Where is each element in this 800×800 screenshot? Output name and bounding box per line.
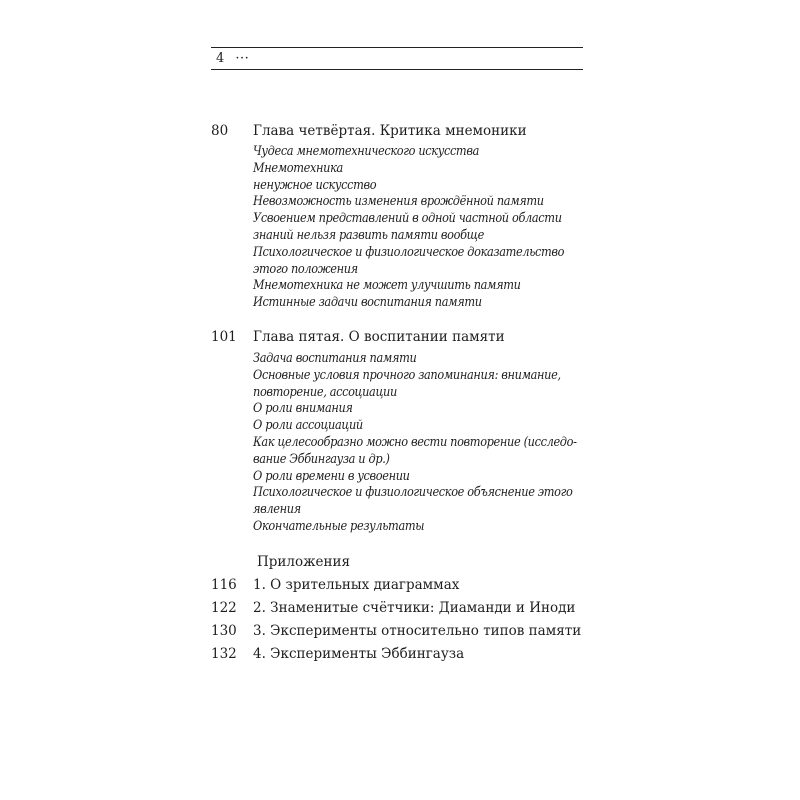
topic-line: Основные условия прочного запоминания: внимание, <box>253 366 561 382</box>
appendix-item-page: 132 <box>211 646 237 662</box>
appendix-item-page: 130 <box>211 623 237 639</box>
appendix-item-title: 4. Эксперименты Эббингауза <box>253 646 465 662</box>
topic-line: Психологическое и физиологическое объяснение этого <box>253 484 573 500</box>
topic-line: Психологическое и физиологическое доказательство <box>253 243 565 259</box>
chapter-4-page-number: 80 <box>211 123 229 139</box>
topic-line: этого положения <box>253 260 358 276</box>
appendix-item <box>211 576 591 594</box>
topic-line: О роли ассоциаций <box>253 417 363 433</box>
running-head-ellipsis: ··· <box>235 51 250 66</box>
topic-line: Истинные задачи воспитания памяти <box>253 294 482 310</box>
topic-line: Как целесообразно можно вести повторение (исследо- <box>253 433 577 449</box>
appendix-item-title: 1. О зрительных диаграммах <box>253 577 460 593</box>
chapter-4-topics <box>253 143 593 311</box>
running-head <box>216 50 249 68</box>
topic-line: знаний нельзя развить памяти вообще <box>253 226 485 242</box>
topic-line: вание Эббингауза и др.) <box>253 450 390 466</box>
header-rule-bottom <box>211 69 583 70</box>
appendix-item <box>211 599 591 617</box>
topic-line: О роли внимания <box>253 400 353 416</box>
topic-line: О роли времени в усвоении <box>253 467 410 483</box>
appendix-item-title: 3. Эксперименты относительно типов памяти <box>253 623 582 639</box>
topic-line: Задача воспитания памяти <box>253 350 417 365</box>
chapter-5-topics <box>253 350 593 535</box>
appendix-item-page: 122 <box>211 600 237 616</box>
topic-line: Мнемотехника <box>253 159 343 175</box>
topic-line: повторение, ассоциации <box>253 383 397 399</box>
header-rule-top <box>211 47 583 48</box>
appendix-header: Приложения <box>257 554 351 570</box>
chapter-5-page-number: 101 <box>211 329 237 345</box>
topic-line: Усвоением представлений в одной частной области <box>253 210 562 226</box>
topic-line: Окончательные результаты <box>253 517 425 533</box>
running-head-page-number: 4 <box>216 51 225 66</box>
topic-line: Чудеса мнемотехнического искусства <box>253 143 479 158</box>
appendix-item <box>211 645 591 663</box>
topic-line: Невозможность изменения врождённой памяти <box>253 193 544 209</box>
topic-line: явления <box>253 501 301 517</box>
chapter-5-title: Глава пятая. О воспитании памяти <box>253 329 505 345</box>
topic-line: Мнемотехника не может улучшить памяти <box>253 277 521 293</box>
topic-line: ненужное искусство <box>253 176 377 192</box>
appendix-item <box>211 622 591 640</box>
appendix-item-title: 2. Знаменитые счётчики: Диаманди и Иноди <box>253 600 576 616</box>
appendix-item-page: 116 <box>211 577 237 593</box>
chapter-4-title: Глава четвёртая. Критика мнемоники <box>253 123 527 139</box>
